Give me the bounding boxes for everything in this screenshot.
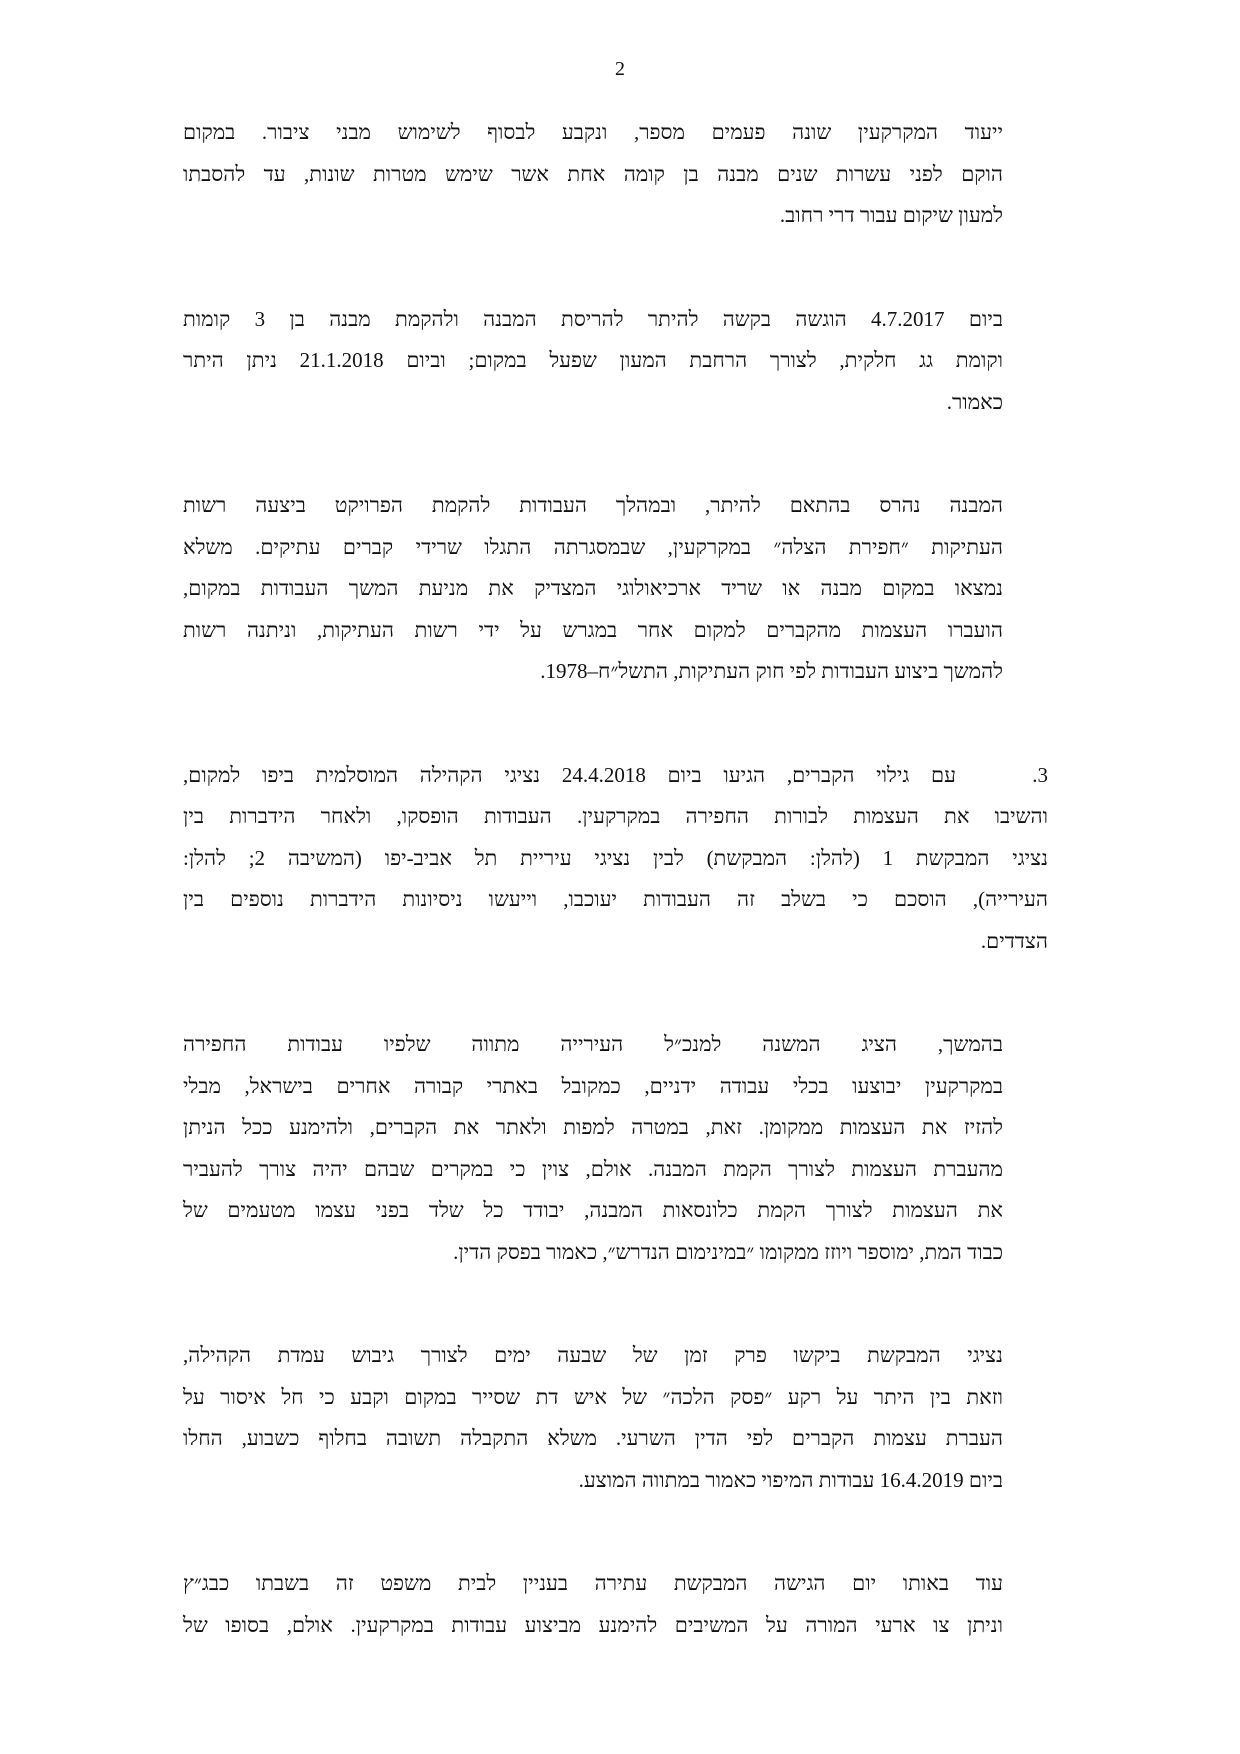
text-line: בהמשך, הציג המשנה למנכ״ל העירייה מתווה שלפיו עבודות החפירה (183, 1032, 1003, 1056)
paragraph (183, 1563, 1048, 1646)
text-line: להמשך ביצוע העבודות לפי חוק העתיקות, התשל״ח–1978. (540, 659, 1003, 683)
text-line: נציגי המבקשת ביקשו פרק זמן של שבעה ימים לצורך גיבוש עמדת הקהילה, (183, 1343, 1003, 1367)
document-body (183, 112, 1048, 1646)
paragraph (183, 1335, 1048, 1501)
text-line: הוקם לפני עשרות שנים מבנה בן קומה אחת אשר שימש מטרות שונות, עד להסבתו (183, 161, 1003, 186)
text-line: נציגי המבקשת 1 (להלן: המבקשת) לבין נציגי עיריית תל אביב-יפו (המשיבה 2; להלן: (183, 845, 1048, 870)
text-line: במקרקעין יבוצעו בכלי עבודה ידניים, כמקובל באתרי קבורה אחרים בישראל, מבלי (183, 1073, 1003, 1098)
text-line: למעון שיקום עבור דרי רחוב. (779, 203, 1003, 227)
text-line: וזאת בין היתר על רקע ״פסק הלכה״ של איש דת שסייר במקום וקבע כי חל איסור על (183, 1384, 1003, 1409)
text-line: העירייה), הוסכם כי בשלב זה העבודות יעוכבו, וייעשו ניסיונות הידברות נוספים בין (183, 887, 1048, 911)
text-line: את העצמות לצורך הקמת כלונסאות המבנה, יבודד כל שלד בפני עצמו מטעמים של (183, 1198, 1003, 1222)
text-line: הועברו העצמות מהקברים למקום אחר במגרש על ידי רשות העתיקות, וניתנה רשות (183, 617, 1003, 642)
text-line: העברת עצמות הקברים לפי הדין השרעי. משלא התקבלה תשובה בחלוף כשבוע, החלו (183, 1426, 1003, 1450)
page-number: 2 (615, 58, 625, 80)
text-line: וניתן צו ארעי המורה על המשיבים להימנע מביצוע עבודות במקרקעין. אולם, בסופו של (183, 1612, 1003, 1637)
text-line: ביום 4.7.2017 הוגשה בקשה להיתר להריסת המבנה ולהקמת מבנה בן 3 קומות (183, 306, 1003, 331)
paragraph (183, 299, 1048, 424)
paragraph-number: 3. (1032, 762, 1048, 787)
paragraph (183, 485, 1048, 693)
text-line: הצדדים. (980, 928, 1048, 953)
text-line: עוד באותו יום הגישה המבקשת עתירה בעניין לבית משפט זה בשבתו כבג״ץ (183, 1571, 1003, 1595)
paragraph (183, 112, 1048, 237)
text-line: וקומת גג חלקית, לצורך הרחבת המעון שפעל במקום; וביום 21.1.2018 ניתן היתר (183, 348, 1003, 372)
text-line: כבוד המת, ימוספר ויוזז ממקומו ״במינימום הנדרש״, כאמור בפסק הדין. (453, 1239, 1003, 1264)
numbered-paragraph (183, 755, 1048, 963)
text-line: כאמור. (946, 389, 1003, 414)
text-line: והשיבו את העצמות לבורות החפירה במקרקעין. העבודות הופסקו, ולאחר הידברות בין (183, 804, 1048, 828)
text-line: 3.עם גילוי הקברים, הגיעו ביום 24.4.2018 נציגי הקהילה המוסלמית ביפו למקום, (183, 755, 1048, 797)
text-line: ביום 16.4.2019 עבודות המיפוי כאמור במתווה המוצע. (578, 1467, 1003, 1492)
text-line: להזיז את העצמות ממקומן. זאת, במטרה למפות ולאתר את הקברים, ולהימנע ככל הניתן (183, 1115, 1003, 1139)
paragraph (183, 1024, 1048, 1273)
text-line: העתיקות ״חפירת הצלה״ במקרקעין, שבמסגרתה התגלו שרידי קברים עתיקים. משלא (183, 534, 1003, 559)
text-line: ייעוד המקרקעין שונה פעמים מספר, ונקבע לבסוף לשימוש מבני ציבור. במקום (183, 120, 1003, 144)
text-line: מהעברת העצמות לצורך הקמת המבנה. אולם, צוין כי במקרים שבהם יהיה צורך להעביר (183, 1156, 1003, 1181)
text-line: המבנה נהרס בהתאם להיתר, ובמהלך העבודות להקמת הפרויקט ביצעה רשות (183, 493, 1003, 517)
text-line: נמצאו במקום מבנה או שריד ארכיאולוגי המצדיק את מניעת המשך העבודות במקום, (183, 576, 1003, 600)
